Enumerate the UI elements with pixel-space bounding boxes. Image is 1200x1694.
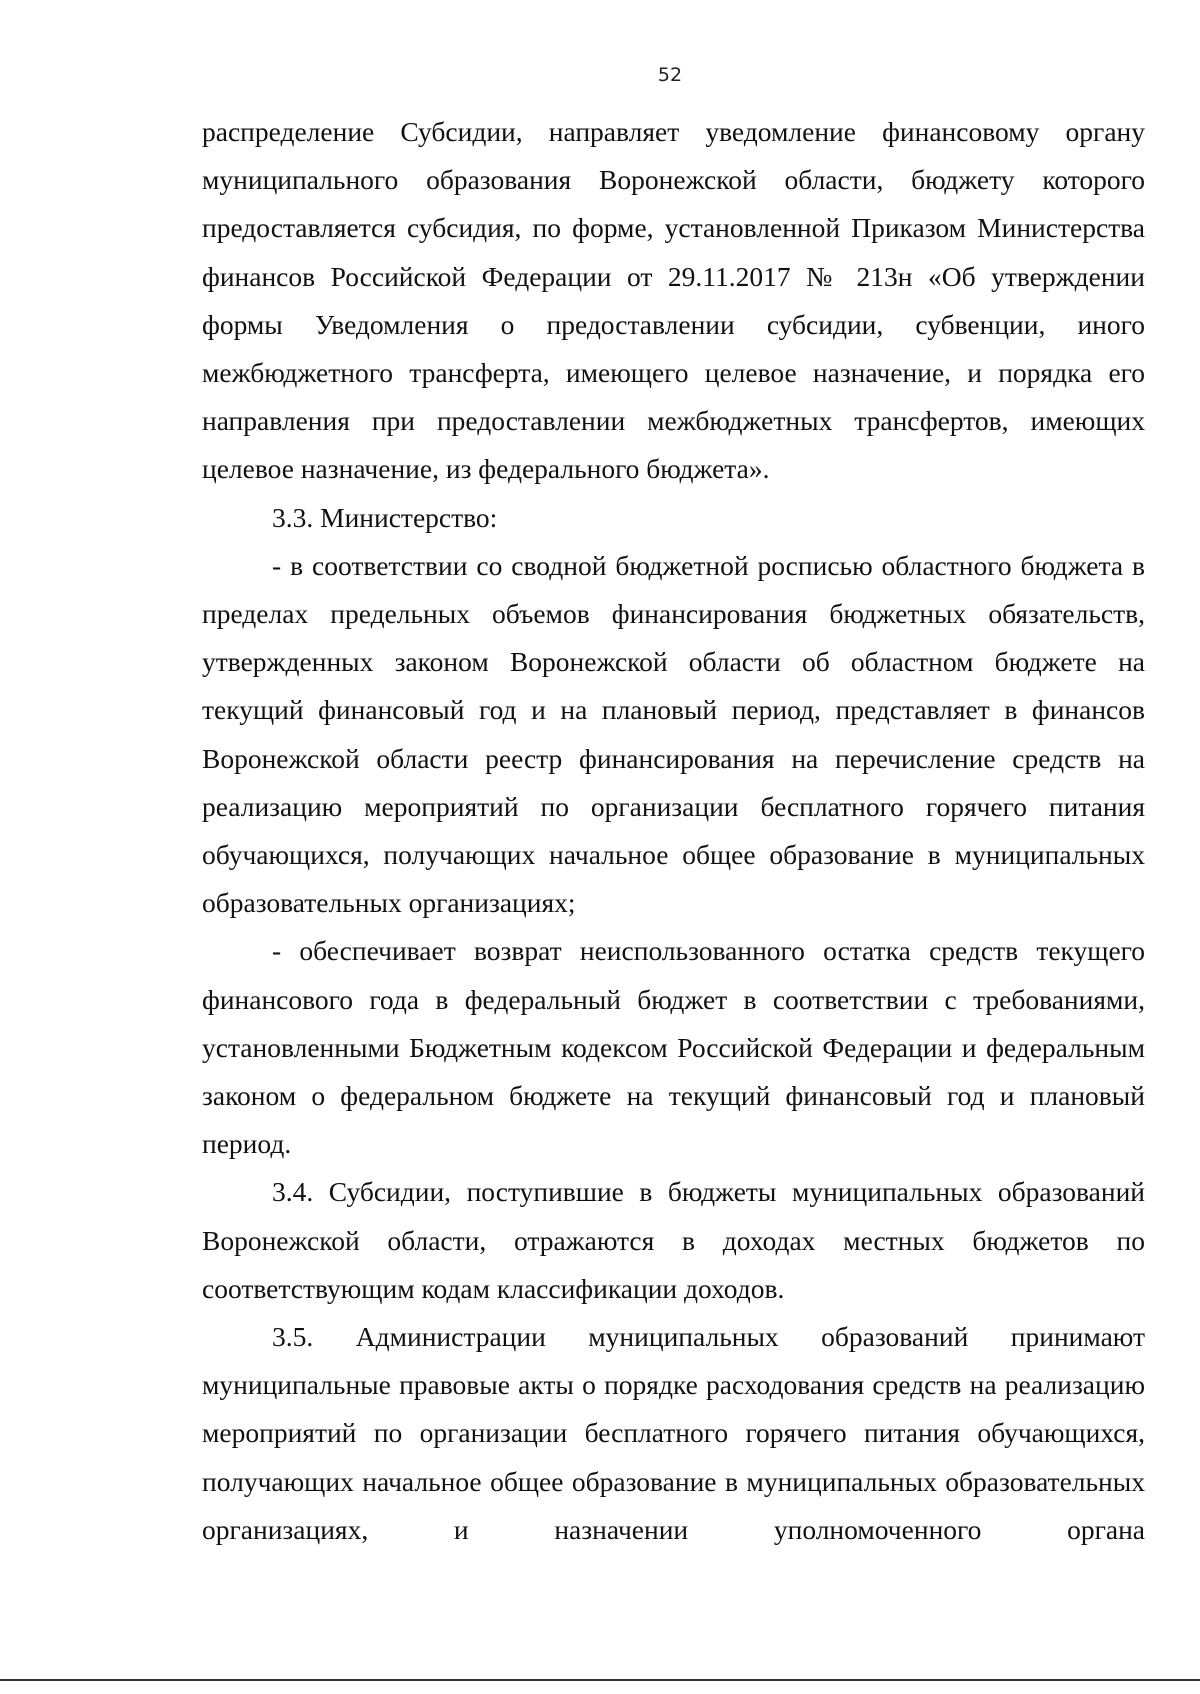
page-number: 52 [657,64,683,86]
section-3-3-heading: 3.3. Министерство: [272,501,498,533]
document-body [202,108,1145,1554]
paragraph-ministry-return: - обеспечивает возврат неиспользованного остатка средств текущего финансового года в федеральный бюджет в соответствии с требованиями, установленными Бюджетным кодексом Российской Федерации и федеральным законом о федеральном бюджете на текущий финансовый год и плановый период. [202,935,1145,1160]
paragraph-subsidy-notification: распределение Субсидии, направляет уведомление финансовому органу муниципального образования Воронежской области, бюджету которого предоставляется субсидия, по форме, установленной Приказом Министерства финансов Российской Федерации от 29.11.2017 № 213н «Об утверждении формы Уведомления о предоставлении субсидии, субвенции, иного межбюджетного трансферта, имеющего целевое назначение, и порядка его направления при предоставлении межбюджетных трансфертов, имеющих целевое назначение, из федерального бюджета». [202,116,1145,485]
bottom-rule [0,1679,1200,1681]
paragraph-ministry-registry: - в соответствии со сводной бюджетной росписью областного бюджета в пределах предельных объемов финансирования бюджетных обязательств, утвержденных законом Воронежской области об областном бюджете на текущий финансовый год и на плановый период, представляет в финансов Воронежской области реестр финансирования на перечисление средств на реализацию мероприятий по организации бесплатного горячего питания обучающихся, получающих начальное общее образование в муниципальных образовательных организациях; [202,549,1145,919]
section-3-4-paragraph: 3.4. Субсидии, поступившие в бюджеты муниципальных образований Воронежской области, отражаются в доходах местных бюджетов по соответствующим кодам классификации доходов. [202,1176,1145,1304]
section-3-5-paragraph: 3.5. Администрации муниципальных образований принимают муниципальные правовые акты о порядке расходования средств на реализацию мероприятий по организации бесплатного горячего питания обучающихся, получающих начальное общее образование в муниципальных образовательных организациях, и назначении уполномоченного органа [202,1321,1145,1545]
